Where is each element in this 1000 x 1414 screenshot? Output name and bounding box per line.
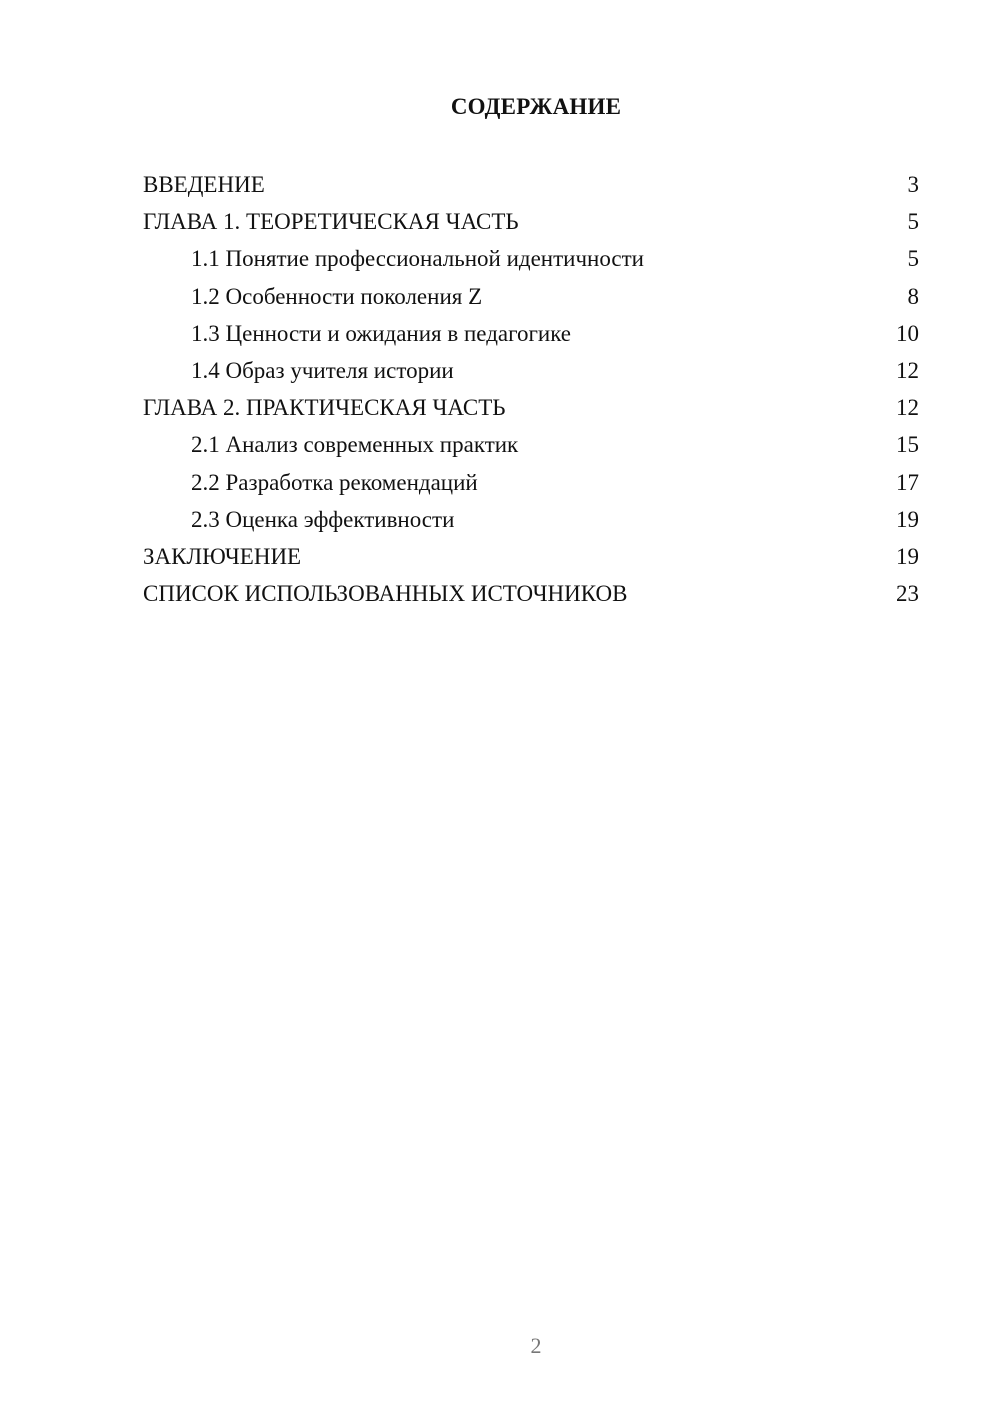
toc-entry-label: СПИСОК ИСПОЛЬЗОВАННЫХ ИСТОЧНИКОВ (143, 581, 628, 607)
toc-entry-section-2-3 (143, 501, 919, 538)
toc-entry-chapter-2 (143, 389, 919, 426)
table-of-contents (143, 166, 919, 612)
toc-entry-label: 1.3 Ценности и ожидания в педагогике (191, 320, 572, 346)
toc-entry-section-1-2 (143, 278, 919, 315)
toc-entry-page: 10 (896, 320, 919, 346)
toc-entry-label: ЗАКЛЮЧЕНИЕ (143, 543, 302, 569)
toc-entry-label: 1.1 Понятие профессиональной идентичности (191, 246, 644, 272)
toc-entry-section-1-4 (143, 352, 919, 389)
toc-entry-label: 2.1 Анализ современных практик (191, 432, 519, 458)
toc-entry-section-1-1 (143, 240, 919, 277)
toc-entry-label: 2.3 Оценка эффективности (191, 506, 455, 532)
toc-entry-references (143, 575, 919, 612)
toc-entry-introduction (143, 166, 919, 203)
toc-entry-page: 5 (907, 209, 919, 235)
toc-entry-page: 12 (896, 395, 919, 421)
toc-entry-section-2-2 (143, 464, 919, 501)
toc-entry-section-2-1 (143, 426, 919, 463)
toc-entry-page: 5 (907, 246, 919, 272)
toc-entry-page: 19 (896, 543, 919, 569)
toc-entry-page: 12 (896, 357, 919, 383)
toc-entry-label: 1.2 Особенности поколения Z (191, 283, 483, 309)
toc-entry-section-1-3 (143, 315, 919, 352)
toc-entry-page: 8 (907, 283, 919, 309)
toc-title: СОДЕРЖАНИЕ (450, 94, 622, 119)
toc-entry-conclusion (143, 538, 919, 575)
toc-entry-label: 2.2 Разработка рекомендаций (191, 469, 478, 495)
toc-entry-page: 23 (896, 581, 919, 607)
toc-entry-chapter-1 (143, 203, 919, 240)
toc-entry-label: ГЛАВА 1. ТЕОРЕТИЧЕСКАЯ ЧАСТЬ (143, 209, 519, 235)
toc-entry-label: 1.4 Образ учителя истории (191, 357, 454, 383)
toc-entry-page: 15 (896, 432, 919, 458)
toc-entry-page: 17 (896, 469, 919, 495)
toc-entry-label: ВВЕДЕНИЕ (143, 172, 265, 197)
toc-entry-page: 19 (896, 506, 919, 532)
toc-entry-label: ГЛАВА 2. ПРАКТИЧЕСКАЯ ЧАСТЬ (143, 395, 506, 421)
toc-entry-page: 3 (907, 172, 919, 197)
page-number: 2 (530, 1333, 542, 1358)
